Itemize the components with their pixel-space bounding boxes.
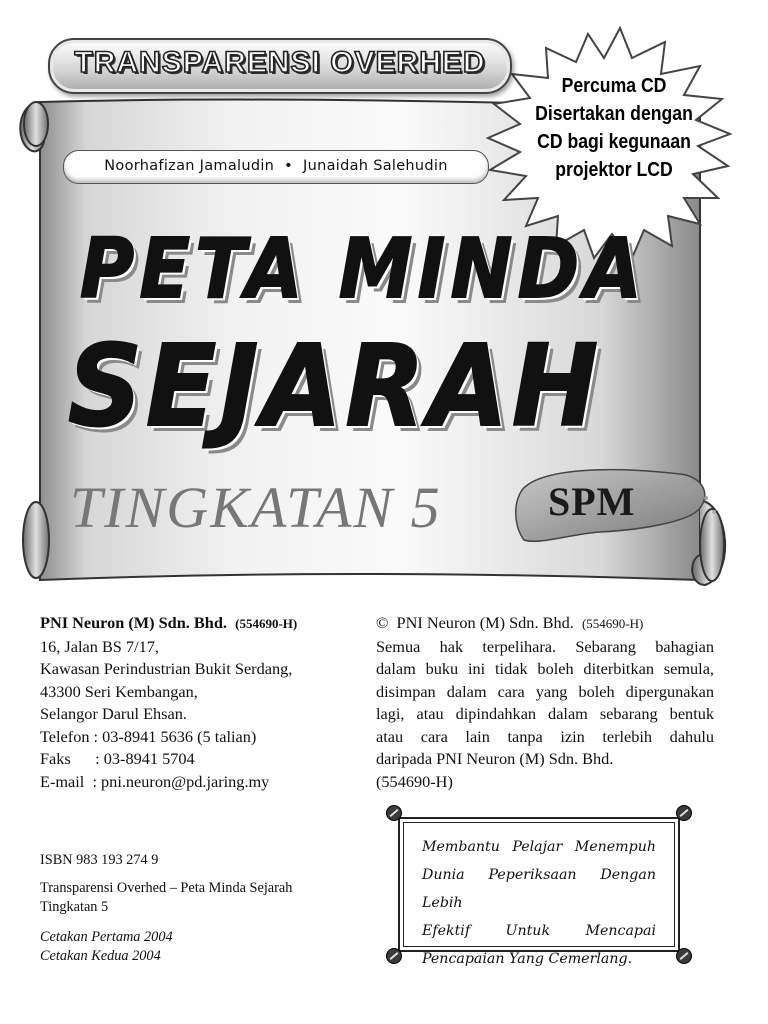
exam-badge: SPM: [548, 479, 636, 524]
bib-title-line: Transparensi Overhed – Peta Minda Sejarah: [40, 880, 293, 896]
author-separator: •: [284, 158, 294, 174]
form-level: TINGKATAN 5: [70, 475, 442, 540]
publisher-info: [40, 612, 370, 793]
address-line: Kawasan Perindustrian Bukit Serdang,: [40, 659, 293, 678]
address-line: 43300 Seri Kembangan,: [40, 681, 198, 701]
promo-line: projektor LCD: [555, 158, 673, 181]
copyright-text-line: lagi, atau dipindahkan dalam sebarang bentuk: [376, 704, 714, 723]
copyright-text-line: disimpan dalam cara yang boleh dipergunakan: [376, 681, 714, 701]
screw-icon: [676, 948, 692, 964]
screw-icon: [386, 948, 402, 964]
isbn: ISBN 983 193 274 9: [40, 852, 159, 868]
promo-line: CD bagi kegunaan: [537, 130, 691, 153]
email-line: E-mail : pni.neuron@pd.jaring.my: [40, 771, 270, 791]
address-line: 16, Jalan BS 7/17,: [40, 636, 159, 656]
copyright-text-line: dalam buku ini tidak boleh diterbitkan semula,: [376, 659, 714, 678]
publisher-reg-no: (554690-H): [235, 616, 298, 631]
publisher-name-line: [40, 612, 370, 636]
copyright-holder: © PNI Neuron (M) Sdn. Bhd.: [376, 613, 574, 632]
authors-pill: [63, 150, 489, 184]
motto-line: Dunia Peperiksaan Dengan Lebih: [422, 867, 656, 911]
promo-text: [533, 72, 695, 184]
copyright-reg-footer: (554690-H): [376, 771, 453, 791]
copyright-reg-no: (554690-H): [581, 616, 644, 631]
fax-line: Faks : 03-8941 5704: [40, 749, 195, 768]
motto-text: [422, 833, 656, 973]
series-label: TRANSPARENSI OVERHED: [74, 46, 486, 79]
bibliographic-title: [40, 879, 292, 916]
motto-line: Membantu Pelajar Menempuh: [422, 839, 656, 855]
promo-line: Percuma CD: [561, 74, 667, 97]
motto-plaque: [386, 805, 692, 967]
motto-line: Efektif Untuk Mencapai: [422, 923, 656, 939]
screw-icon: [386, 805, 402, 821]
copyright-text-line: atau cara lain tanpa izin terlebih dahulu: [376, 726, 714, 746]
printing-line: Cetakan Pertama 2004: [40, 929, 173, 945]
phone-line: Telefon : 03-8941 5636 (5 talian): [40, 726, 257, 746]
copyright-text-line: Semua hak terpelihara. Sebarang bahagian: [376, 636, 714, 656]
series-label-pill: [48, 38, 512, 94]
authors-line: [64, 158, 488, 174]
copyright-notice: [376, 612, 714, 793]
book-title-line-2: SEJARAH: [68, 322, 602, 452]
author-1: Noorhafizan Jamaludin: [104, 158, 275, 174]
printing-line: Cetakan Kedua 2004: [40, 947, 161, 964]
publisher-name: PNI Neuron (M) Sdn. Bhd.: [40, 613, 227, 632]
copyright-holder-line: [376, 612, 714, 636]
copyright-text-line: daripada PNI Neuron (M) Sdn. Bhd.: [376, 749, 614, 768]
motto-line: Pencapaian Yang Cemerlang.: [422, 951, 633, 967]
address-line: Selangor Darul Ehsan.: [40, 704, 187, 723]
promo-line: Disertakan dengan: [535, 102, 693, 125]
bib-title-line: Tingkatan 5: [40, 898, 109, 915]
author-2: Junaidah Salehudin: [303, 158, 448, 174]
screw-icon: [676, 805, 692, 821]
book-title-line-1: PETA MINDA: [80, 222, 647, 317]
printing-history: [40, 928, 173, 965]
